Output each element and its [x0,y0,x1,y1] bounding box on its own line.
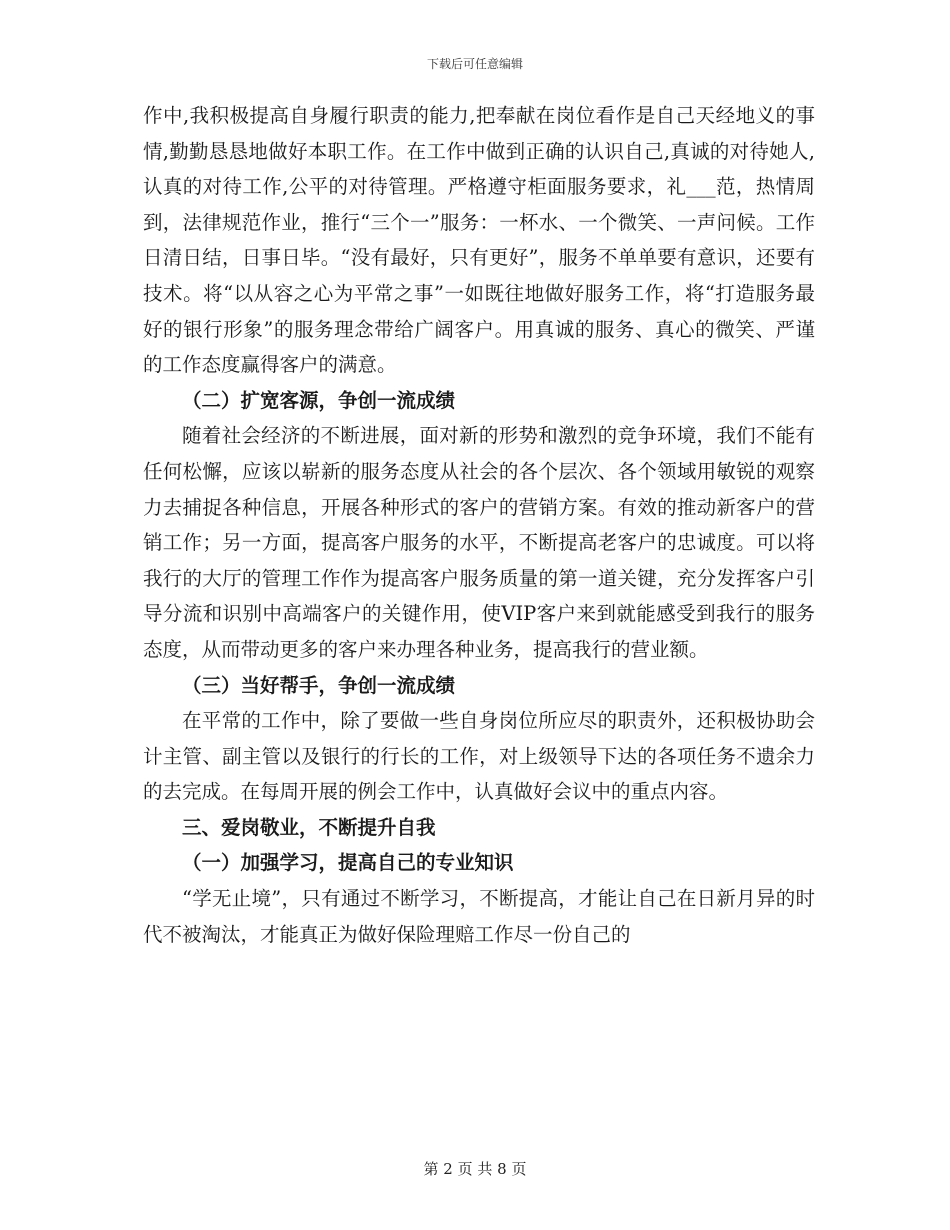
page-number: 第 2 页 共 8 页 [423,1160,527,1178]
document-body [143,98,815,952]
paragraph-assistant: 在平常的工作中，除了要做一些自身岗位所应尽的职责外，还积极协助会计主管、副主管以及银行的行长的工作，对上级领导下达的各项任务不遗余力的去完成。在每周开展的例会工作中，认真做好会议中的重点内容。 [143,709,815,804]
section-heading-study: （一）加强学习，提高自己的专业知识 [182,851,514,875]
paragraph-customers: 随着社会经济的不断进展，面对新的形势和激烈的竞争环境，我们不能有任何松懈，应该以崭新的服务态度从社会的各个层次、各个领域用敏锐的观察力去捕捉各种信息，开展各种形式的客户的营销方案。有效的推动新客户的营销工作；另一方面，提高客户服务的水平，不断提高老客户的忠诚度。可以将我行的大厅的管理工作作为提高客户服务质量的第一道关键，充分发挥客户引导分流和识别中高端客户的关键作用，使VIP客户来到就能感受到我行的服务态度，从而带动更多的客户来办理各种业务，提高我行的营业额。 [143,424,815,661]
chapter-heading-3: 三、爱岗敬业，不断提升自我 [182,815,436,839]
section-heading-2: （二）扩宽客源，争创一流成绩 [182,388,456,412]
page-header: 下载后可任意编辑 [426,57,523,71]
paragraph-study: “学无止境”，只有通过不断学习，不断提高，才能让自己在日新月异的时代不被淘汰，才能真正为做好保险理赔工作尽一份自己的 [143,887,815,946]
section-heading-3: （三）当好帮手，争创一流成绩 [182,673,456,697]
paragraph-intro: 作中,我积极提高自身履行职责的能力,把奉献在岗位看作是自己天经地义的事情,勤勤恳恳地做好本职工作。在工作中做到正确的认识自己,真诚的对待她人,认真的对待工作,公平的对待管理。严格遵守柜面服务要求，礼___范，热情周到，法律规范作业，推行“三个一”服务：一杯水、一个微笑、一声问候。工作日清日结，日事日毕。“没有最好，只有更好”，服务不单单要有意识，还要有技术。将“以从容之心为平常之事”一如既往地做好服务工作，将“打造服务最好的银行形象”的服务理念带给广阔客户。用真诚的服务、真心的微笑、严谨的工作态度赢得客户的满意。 [143,104,815,377]
